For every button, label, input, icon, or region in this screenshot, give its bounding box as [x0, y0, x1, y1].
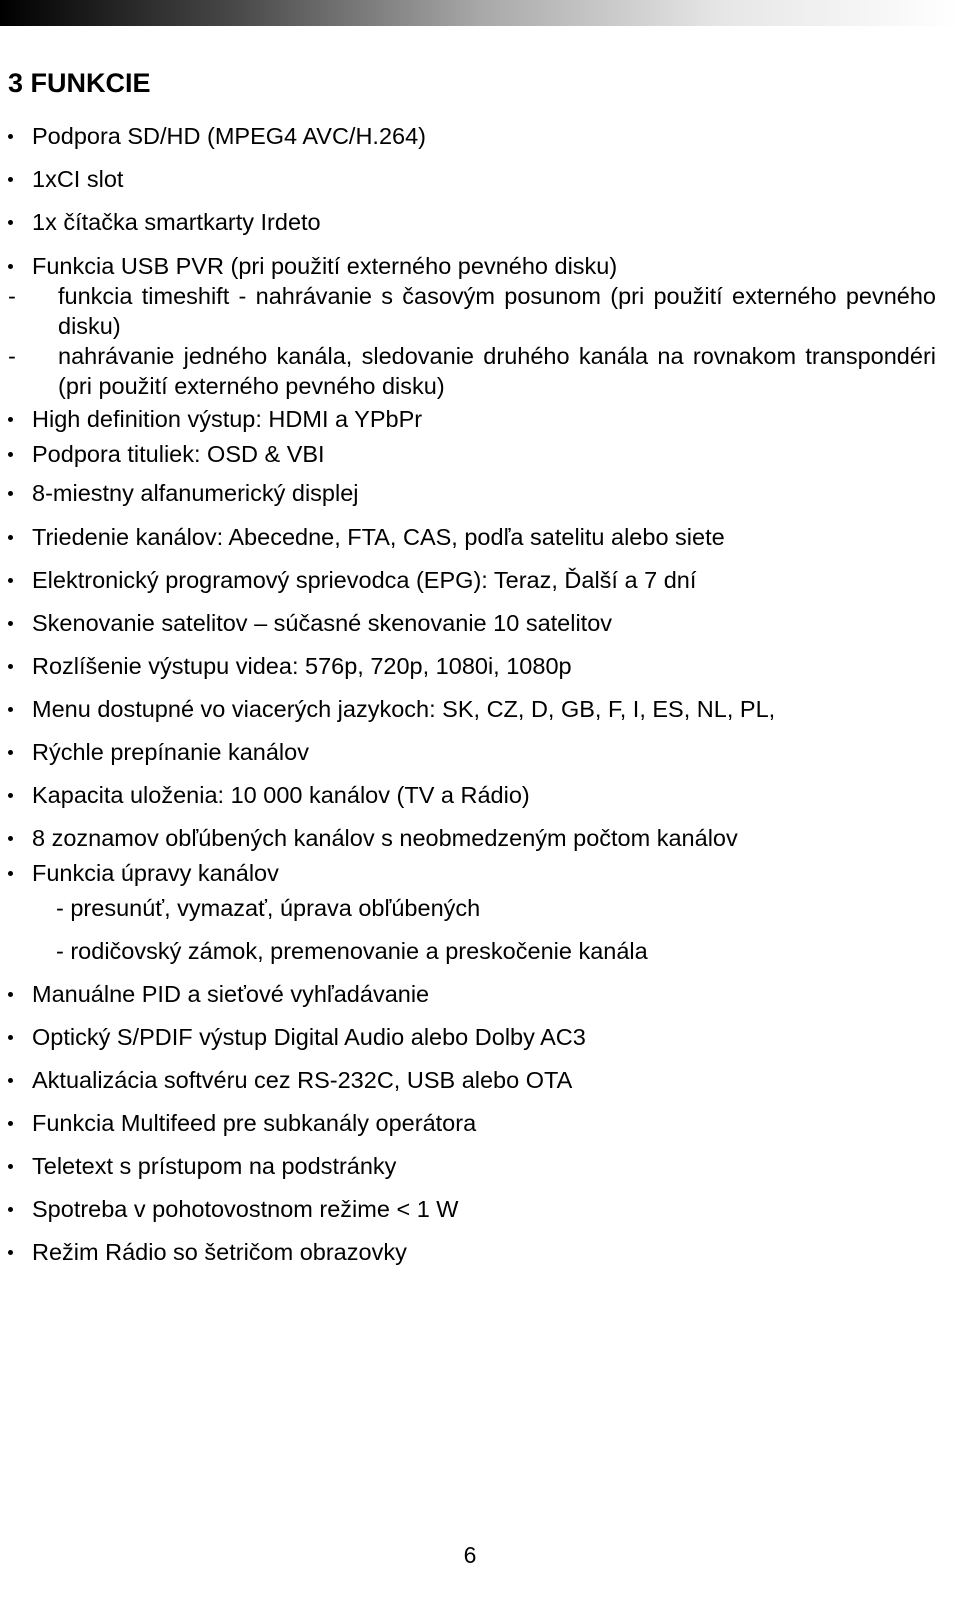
sub-list-item: funkcia timeshift - nahrávanie s časovým posunom (pri použití externého pevného disku) [58, 283, 936, 339]
sub-list-item: - rodičovský zámok, premenovanie a preskočenie kanála [56, 938, 648, 964]
section-heading: 3 FUNKCIE [8, 68, 151, 98]
header-gradient-bar [0, 0, 960, 26]
sub-list-item: nahrávanie jedného kanála, sledovanie druhého kanála na rovnakom transpondéri (pri použití externého pevného disku) [58, 343, 936, 399]
page-number: 6 [463, 1542, 477, 1568]
sub-list-item: - presunúť, vymazať, úprava obľúbených [56, 895, 481, 921]
